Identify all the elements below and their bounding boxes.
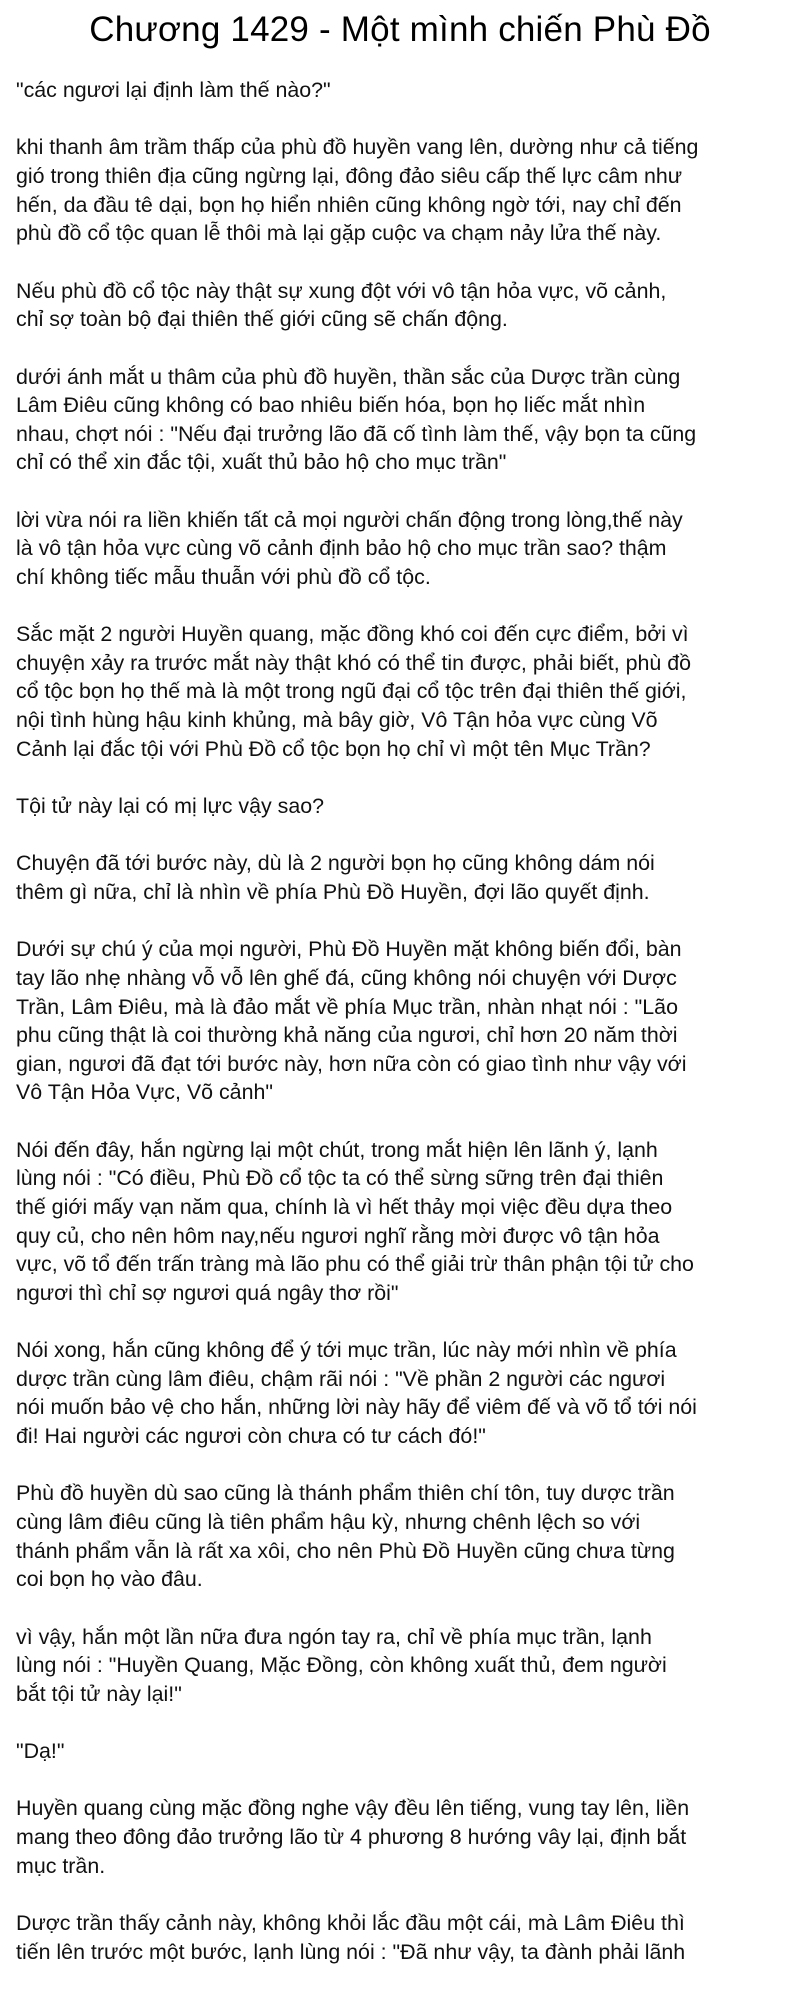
text-line: vì vậy, hắn một lần nữa đưa ngón tay ra, chỉ về phía mục trần, lạnh: [16, 1624, 652, 1649]
text-line: chuyện xảy ra trước mắt này thật khó có thể tin được, phải biết, phù đồ: [16, 650, 692, 675]
text-line: thế giới mấy vạn năm qua, chính là vì hết thảy mọi việc đều dựa theo: [16, 1194, 673, 1219]
text-line: coi bọn họ vào đâu.: [16, 1567, 203, 1592]
text-line: gian, ngươi đã đạt tới bước này, hơn nữa còn có giao tình như vậy với: [16, 1051, 687, 1076]
text-line: lùng nói : "Có điều, Phù Đồ cổ tộc ta có thể sừng sững trên đại thiên: [16, 1166, 664, 1191]
paragraph: [16, 277, 791, 334]
text-line: Nếu phù đồ cổ tộc này thật sự xung đột với vô tận hỏa vực, võ cảnh,: [16, 278, 667, 303]
text-line: quy củ, cho nên hôm nay,nếu ngươi nghĩ rằng mời được vô tận hỏa: [16, 1223, 660, 1248]
text-line: gió trong thiên địa cũng ngừng lại, đông đảo siêu cấp thế lực câm như: [16, 163, 683, 188]
paragraph: [16, 506, 791, 592]
text-line: chí không tiếc mẫu thuẫn với phù đồ cổ tộc.: [16, 564, 431, 589]
text-line: Trần, Lâm Điêu, mà là đảo mắt về phía Mục trần, nhàn nhạt nói : "Lão: [16, 994, 678, 1019]
paragraph: [16, 849, 791, 906]
text-line: Chuyện đã tới bước này, dù là 2 người bọn họ cũng không dám nói: [16, 851, 655, 876]
paragraph: [16, 1909, 791, 1966]
text-line: vực, võ tổ đến trấn tràng mà lão phu có thể giải trừ thân phận tội tử cho: [16, 1252, 694, 1277]
text-line: cùng lâm điêu cũng là tiên phẩm hậu kỳ, nhưng chênh lệch so với: [16, 1509, 641, 1534]
page-title: Chương 1429 - Một mình chiến Phù Đồ: [89, 10, 711, 49]
text-line: hến, da đầu tê dại, bọn họ hiển nhiên cũng không ngờ tới, nay chỉ đến: [16, 192, 682, 217]
text-line: Phù đồ huyền dù sao cũng là thánh phẩm thiên chí tôn, tuy dược trần: [16, 1481, 675, 1506]
text-line: "các ngươi lại định làm thế nào?": [16, 78, 331, 102]
text-line: đi! Hai người các ngươi còn chưa có tư cách đó!": [16, 1423, 486, 1448]
text-line: Dưới sự chú ý của mọi người, Phù Đồ Huyền mặt không biến đổi, bàn: [16, 937, 682, 962]
text-line: phù đồ cổ tộc quan lễ thôi mà lại gặp cuộc va chạm nảy lửa thế này.: [16, 221, 662, 246]
paragraph: [16, 1479, 791, 1593]
text-line: Dược trần thấy cảnh này, không khỏi lắc đầu một cái, mà Lâm Điêu thì: [16, 1911, 685, 1936]
text-line: lùng nói : "Huyền Quang, Mặc Đồng, còn không xuất thủ, đem người: [16, 1653, 667, 1678]
text-line: thêm gì nữa, chỉ là nhìn về phía Phù Đồ Huyền, đợi lão quyết định.: [16, 880, 650, 905]
paragraph: [16, 363, 791, 477]
paragraph: [16, 1336, 791, 1450]
text-line: Lâm Điêu cũng không có bao nhiêu biến hóa, bọn họ liếc mắt nhìn: [16, 393, 646, 418]
text-line: dược trần cùng lâm điêu, chậm rãi nói : "Về phần 2 người các ngươi: [16, 1366, 666, 1391]
text-line: Vô Tận Hỏa Vực, Võ cảnh": [16, 1080, 273, 1105]
paragraph: [16, 1794, 791, 1880]
text-line: Tội tử này lại có mị lực vậy sao?: [16, 794, 325, 819]
paragraph: [16, 620, 791, 763]
text-line: tiến lên trước một bước, lạnh lùng nói : "Đã như vậy, ta đành phải lãnh: [16, 1939, 686, 1964]
text-line: nhau, chợt nói : "Nếu đại trưởng lão đã cố tình làm thế, vậy bọn ta cũng: [16, 421, 697, 446]
text-line: Nói đến đây, hắn ngừng lại một chút, trong mắt hiện lên lãnh ý, lạnh: [16, 1137, 658, 1162]
text-line: Nói xong, hắn cũng không để ý tới mục trần, lúc này mới nhìn về phía: [16, 1338, 677, 1363]
text-line: chỉ có thể xin đắc tội, xuất thủ bảo hộ cho mục trần": [16, 450, 507, 475]
text-line: là vô tận hỏa vực cùng võ cảnh định bảo hộ cho mục trần sao? thậm: [16, 536, 667, 561]
text-line: Sắc mặt 2 người Huyền quang, mặc đồng khó coi đến cực điểm, bởi vì: [16, 622, 689, 647]
text-line: chỉ sợ toàn bộ đại thiên thế giới cũng sẽ chấn động.: [16, 307, 508, 332]
text-line: tay lão nhẹ nhàng vỗ vỗ lên ghế đá, cũng không nói chuyện với Dược: [16, 966, 677, 991]
text-line: khi thanh âm trầm thấp của phù đồ huyền vang lên, dường như cả tiếng: [16, 135, 699, 160]
text-line: "Dạ!": [16, 1739, 65, 1764]
paragraph: [16, 1737, 791, 1766]
text-line: phu cũng thật là coi thường khả năng của ngươi, chỉ hơn 20 năm thời: [16, 1023, 678, 1048]
paragraph: [16, 76, 791, 105]
paragraph: [16, 1623, 791, 1709]
paragraph: [16, 792, 791, 821]
story-body: [16, 76, 791, 1995]
text-line: nội tình hùng hậu kinh khủng, mà bây giờ, Vô Tận hỏa vực cùng Võ: [16, 708, 658, 733]
paragraph: [16, 935, 791, 1107]
text-line: thánh phẩm vẫn là rất xa xôi, cho nên Phù Đồ Huyền cũng chưa từng: [16, 1538, 675, 1563]
text-line: lời vừa nói ra liền khiến tất cả mọi người chấn động trong lòng,thế này: [16, 507, 683, 532]
text-line: nói muốn bảo vệ cho hắn, những lời này hãy để viêm đế và võ tổ tới nói: [16, 1395, 697, 1420]
text-line: ngươi thì chỉ sợ ngươi quá ngây thơ rồi": [16, 1280, 399, 1305]
text-line: Cảnh lại đắc tội với Phù Đồ cổ tộc bọn họ chỉ vì một tên Mục Trần?: [16, 736, 651, 761]
text-line: Huyền quang cùng mặc đồng nghe vậy đều lên tiếng, vung tay lên, liền: [16, 1796, 690, 1821]
text-line: dưới ánh mắt u thâm của phù đồ huyền, thần sắc của Dược trần cùng: [16, 364, 681, 389]
text-line: cổ tộc bọn họ thế mà là một trong ngũ đại cổ tộc trên đại thiên thế giới,: [16, 679, 687, 704]
text-line: mang theo đông đảo trưởng lão từ 4 phương 8 hướng vây lại, định bắt: [16, 1825, 687, 1850]
paragraph: [16, 133, 791, 247]
paragraph: [16, 1136, 791, 1308]
text-line: bắt tội tử này lại!": [16, 1681, 182, 1706]
text-line: mục trần.: [16, 1853, 106, 1878]
